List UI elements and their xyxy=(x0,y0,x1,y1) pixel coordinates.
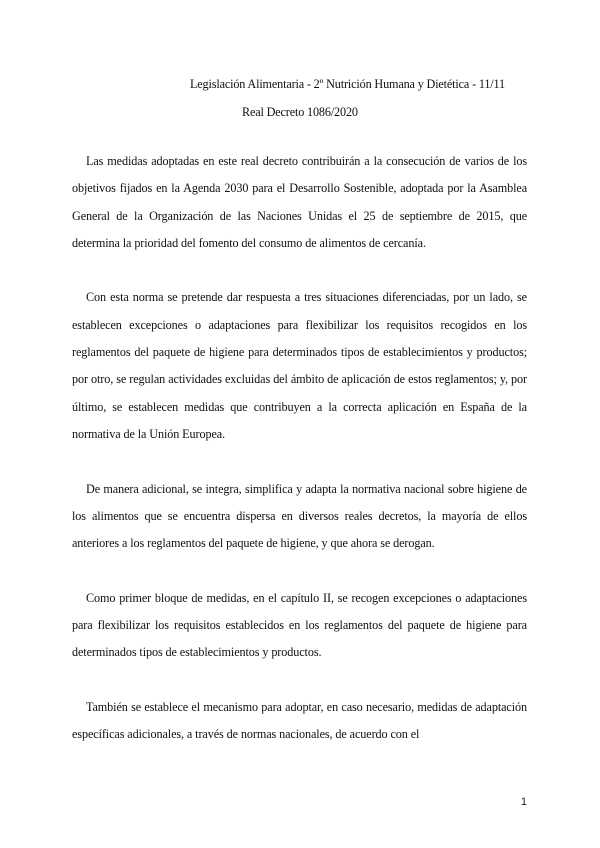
document-body xyxy=(72,148,527,776)
paragraph: Las medidas adoptadas en este real decreto contribuirán a la consecución de varios de los objetivos fijados en la Agenda 2030 para el Desarrollo Sostenible, adoptada por la Asamblea General de la Organización de las Naciones Unidas el 25 de septiembre de 2015, que determina la prioridad del fomento del consumo de alimentos de cercanía. xyxy=(72,154,527,250)
page-number: 1 xyxy=(520,796,527,808)
header-decree-line: Real Decreto 1086/2020 xyxy=(242,105,358,119)
paragraph: También se establece el mecanismo para adoptar, en caso necesario, medidas de adaptación específicas adicionales, a través de normas nacionales, de acuerdo con el xyxy=(72,699,527,742)
paragraph: De manera adicional, se integra, simplifica y adapta la normativa nacional sobre higiene de los alimentos que se encuentra dispersa en diversos reales decretos, la mayoría de ellos anteriores a los reglamentos del paquete de higiene, y que ahora se derogan. xyxy=(72,481,527,551)
paragraph: Como primer bloque de medidas, en el capítulo II, se recogen excepciones o adaptaciones para flexibilizar los requisitos establecidos en los reglamentos del paquete de higiene para determinados tipos de establecimientos y productos. xyxy=(72,590,527,660)
page-header xyxy=(190,70,530,126)
header-course-line: Legislación Alimentaria - 2º Nutrición Humana y Dietética - 11/11 xyxy=(190,77,505,91)
paragraph: Con esta norma se pretende dar respuesta a tres situaciones diferenciadas, por un lado, se establecen excepciones o adaptaciones para flexibilizar los requisitos recogidos en los reglamentos del paquete de higiene para determinados tipos de establecimientos y productos; por otro, se regulan actividades excluidas del ámbito de aplicación de estos reglamentos; y, por último, se establecen medidas que contribuyen a la correcta aplicación en España de la normativa de la Unión Europea. xyxy=(72,290,527,441)
